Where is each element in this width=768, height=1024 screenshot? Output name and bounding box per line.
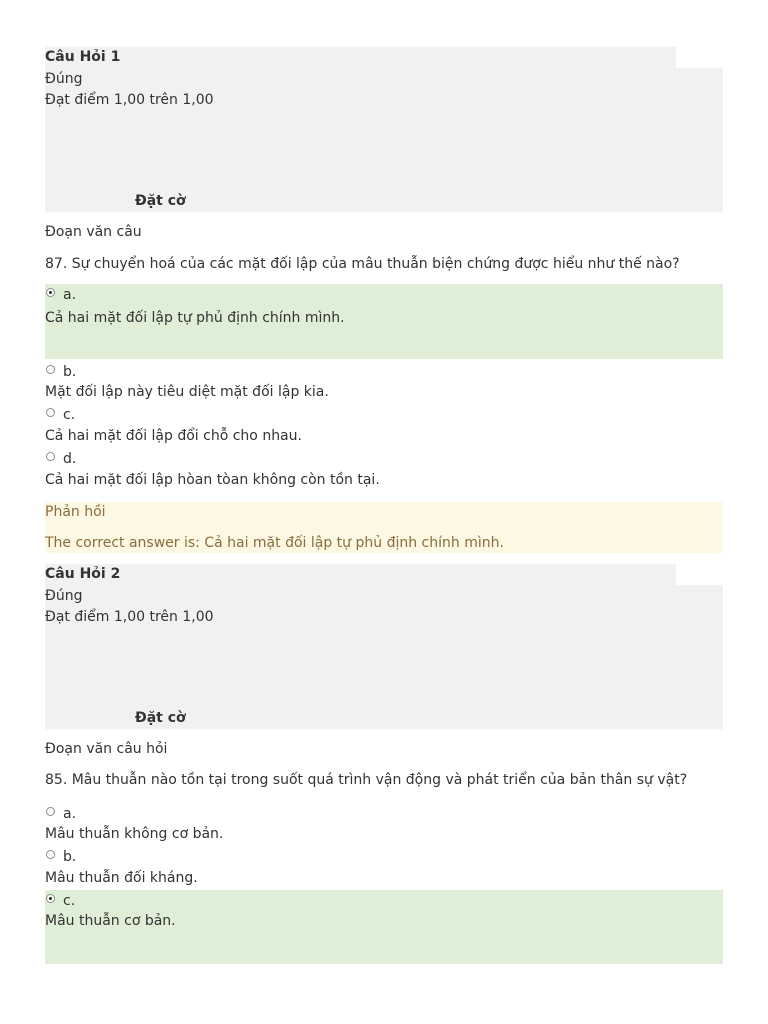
answer-option-c[interactable]: [45, 405, 723, 447]
feedback-panel: [45, 502, 723, 553]
question-grade: Đạt điểm 1,00 trên 1,00: [45, 92, 214, 108]
section-label: Đoạn văn câu hỏi: [45, 741, 168, 757]
question-info-panel: [45, 47, 723, 212]
question-info-panel: [45, 564, 723, 729]
option-letter: c.: [63, 407, 76, 423]
question-text: 85. Mâu thuẫn nào tồn tại trong suốt quá trình vận động và phát triển của bản thân sự vật?: [45, 772, 688, 788]
question-number: Câu Hỏi 2: [45, 566, 121, 582]
answer-option-b[interactable]: [45, 362, 723, 404]
option-letter: a.: [63, 806, 77, 822]
flag-question-button[interactable]: Đặt cờ: [135, 193, 186, 209]
flag-question-button[interactable]: Đặt cờ: [135, 710, 186, 726]
option-letter: a.: [63, 287, 77, 303]
question-number: Câu Hỏi 1: [45, 49, 121, 65]
answer-option-a[interactable]: [45, 804, 723, 846]
radio-unselected-icon[interactable]: [46, 408, 55, 417]
option-text: Mặt đối lập này tiêu diệt mặt đối lập kia.: [45, 384, 329, 400]
radio-unselected-icon[interactable]: [46, 807, 55, 816]
correct-answer-text: The correct answer is: Cả hai mặt đối lập tự phủ định chính mình.: [45, 535, 504, 551]
question-text: 87. Sự chuyển hoá của các mặt đối lập của mâu thuẫn biện chứng được hiểu như thế nào?: [45, 256, 680, 272]
option-letter: b.: [63, 364, 77, 380]
answer-option-a[interactable]: [45, 284, 723, 359]
section-label: Đoạn văn câu: [45, 224, 142, 240]
option-text: Cả hai mặt đối lập tự phủ định chính mình.: [45, 310, 345, 326]
answer-option-d[interactable]: [45, 449, 723, 491]
radio-unselected-icon[interactable]: [46, 452, 55, 461]
option-letter: b.: [63, 849, 77, 865]
question-state: Đúng: [45, 588, 83, 604]
radio-unselected-icon[interactable]: [46, 850, 55, 859]
radio-unselected-icon[interactable]: [46, 365, 55, 374]
option-text: Mâu thuẫn đối kháng.: [45, 870, 198, 886]
question-grade: Đạt điểm 1,00 trên 1,00: [45, 609, 214, 625]
option-text: Mâu thuẫn không cơ bản.: [45, 826, 224, 842]
option-text: Cả hai mặt đối lập hòan tòan không còn tồn tại.: [45, 472, 380, 488]
answer-option-c[interactable]: [45, 890, 723, 964]
radio-selected-icon[interactable]: [46, 288, 55, 297]
answer-option-b[interactable]: [45, 847, 723, 889]
option-letter: c.: [63, 893, 76, 909]
feedback-heading: Phản hồi: [45, 504, 106, 520]
option-text: Cả hai mặt đối lập đổi chỗ cho nhau.: [45, 428, 302, 444]
option-text: Mâu thuẫn cơ bản.: [45, 913, 176, 929]
question-state: Đúng: [45, 71, 83, 87]
radio-selected-icon[interactable]: [46, 894, 55, 903]
option-letter: d.: [63, 451, 77, 467]
